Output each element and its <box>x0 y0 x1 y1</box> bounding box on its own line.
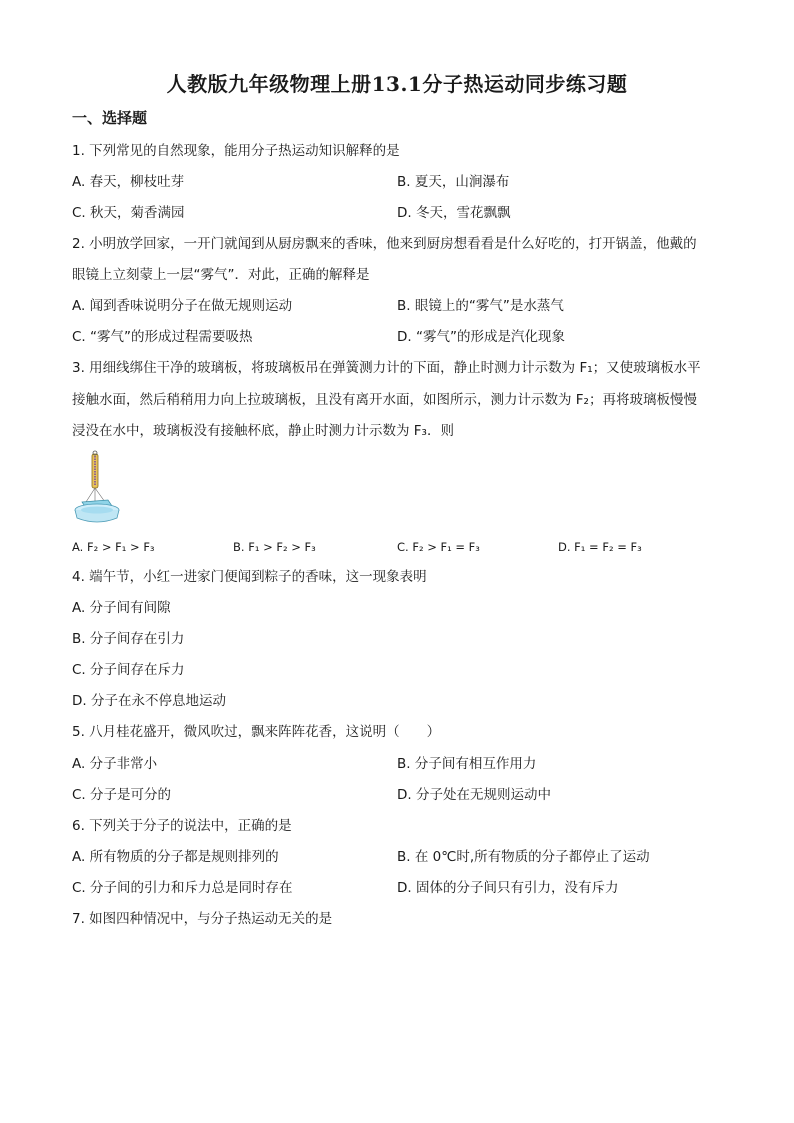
q4-option-a: A. 分子间有间隙 <box>72 600 171 616</box>
question-1-stem: 1. 下列常见的自然现象，能用分子热运动知识解释的是 <box>72 143 400 159</box>
q6-option-c: C. 分子间的引力和斥力总是同时存在 <box>72 880 293 896</box>
question-2-stem-line-2: 眼镜上立刻蒙上一层“雾气”．对此，正确的解释是 <box>72 267 370 283</box>
question-3-stem-line-3: 浸没在水中，玻璃板没有接触杯底，静止时测力计示数为 F₃．则 <box>72 423 454 439</box>
q5-option-c: C. 分子是可分的 <box>72 787 172 803</box>
q4-option-d: D. 分子在永不停息地运动 <box>72 693 226 709</box>
q4-option-c: C. 分子间存在斥力 <box>72 662 185 678</box>
question-7-stem: 7. 如图四种情况中，与分子热运动无关的是 <box>72 911 333 927</box>
q5-option-b: B. 分子间有相互作用力 <box>397 756 537 772</box>
question-2-stem-line-1: 2. 小明放学回家，一开门就闻到从厨房飘来的香味，他来到厨房想看看是什么好吃的，打开锅盖，他戴的 <box>72 236 697 252</box>
question-5-stem: 5. 八月桂花盛开，微风吹过，飘来阵阵花香，这说明（ ） <box>72 724 441 740</box>
q1-option-d: D. 冬天，雪花飘飘 <box>397 205 511 221</box>
q3-option-d: D. F₁ = F₂ = F₃ <box>558 540 642 554</box>
q2-option-d: D. “雾气”的形成是汽化现象 <box>397 329 565 345</box>
q5-option-a: A. 分子非常小 <box>72 756 158 772</box>
q3-option-c: C. F₂ > F₁ = F₃ <box>397 540 480 554</box>
q1-option-c: C. 秋天，菊香满园 <box>72 205 185 221</box>
q1-option-b: B. 夏天，山涧瀑布 <box>397 174 510 190</box>
q4-option-b: B. 分子间存在引力 <box>72 631 185 647</box>
section-heading: 一、选择题 <box>72 109 148 127</box>
q3-option-a: A. F₂ > F₁ > F₃ <box>72 540 155 554</box>
q6-option-b: B. 在 0℃时,所有物质的分子都停止了运动 <box>397 849 650 865</box>
question-4-stem: 4. 端午节，小红一进家门便闻到粽子的香味，这一现象表明 <box>72 569 427 585</box>
q1-option-a: A. 春天，柳枝吐芽 <box>72 174 185 190</box>
q2-option-a: A. 闻到香味说明分子在做无规则运动 <box>72 298 293 314</box>
question-3-stem-line-2: 接触水面，然后稍稍用力向上拉玻璃板，且没有离开水面，如图所示，测力计示数为 F₂；再将玻璃板慢慢 <box>72 392 697 408</box>
q2-option-c: C. “雾气”的形成过程需要吸热 <box>72 329 253 345</box>
q3-option-b: B. F₁ > F₂ > F₃ <box>233 540 316 554</box>
q6-option-d: D. 固体的分子间只有引力，没有斥力 <box>397 880 619 896</box>
page-title: 人教版九年级物理上册13.1分子热运动同步练习题 <box>166 72 628 96</box>
question-3-stem-line-1: 3. 用细线绑住干净的玻璃板，将玻璃板吊在弹簧测力计的下面，静止时测力计示数为 F₁；又使玻璃板水平 <box>72 360 701 376</box>
q5-option-d: D. 分子处在无规则运动中 <box>397 787 551 803</box>
question-6-stem: 6. 下列关于分子的说法中，正确的是 <box>72 818 292 834</box>
spring-scale-glass-plate-figure <box>72 450 122 530</box>
q2-option-b: B. 眼镜上的“雾气”是水蒸气 <box>397 298 564 314</box>
q6-option-a: A. 所有物质的分子都是规则排列的 <box>72 849 279 865</box>
